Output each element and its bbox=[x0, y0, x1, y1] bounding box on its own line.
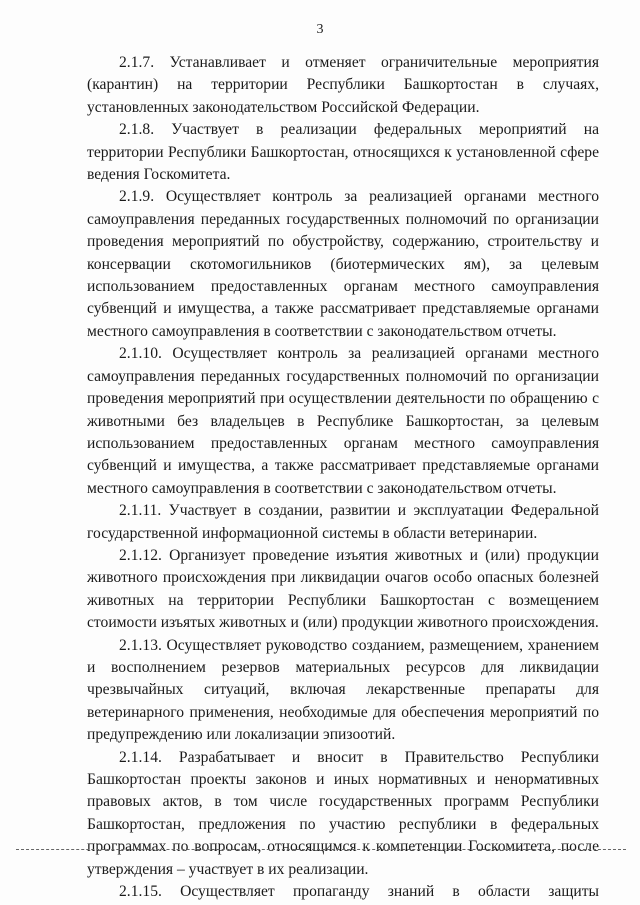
document-body bbox=[87, 52, 599, 903]
paragraph-2-1-7: 2.1.7. Устанавливает и отменяет ограничительные мероприятия (карантин) на территории Республики Башкортостан в случаях, установленных законодательством Российской Федерации. bbox=[87, 54, 599, 116]
paragraph-2-1-10: 2.1.10. Осуществляет контроль за реализацией органами местного самоуправления переданных государственных полномочий по организации проведения мероприятий при осуществлении деятельности по обращению с животными без владельцев в Республике Башкортостан, за целевым использованием предоставленных органам местного самоуправления субвенций и имущества, а также рассматривает представляемые органами местного самоуправления в соответствии с законодательством отчеты. bbox=[87, 345, 599, 497]
paragraph-2-1-9: 2.1.9. Осуществляет контроль за реализацией органами местного самоуправления переданных государственных полномочий по организации проведения мероприятий по обустройству, содержанию, строительству и консервации скотомогильников (биотермических ям), за целевым использованием предоставленных органам местного самоуправления субвенций и имущества, а также рассматривает представляемые органами местного самоуправления в соответствии с законодательством отчеты. bbox=[87, 188, 599, 340]
paragraph-2-1-8: 2.1.8. Участвует в реализации федеральных мероприятий на территории Республики Башкортостан, относящихся к установленной сфере ведения Госкомитета. bbox=[87, 121, 599, 184]
paragraph-2-1-14: 2.1.14. Разрабатывает и вносит в Правительство Республики Башкортостан проекты законов и иных нормативных и ненормативных правовых актов, в том числе государственных программ Республики Башкортостан, предложения по участию республики в федеральных программах по вопросам, относящимся к компетенции Госкомитета, после утверждения – участвует в их реализации. bbox=[87, 748, 599, 878]
paragraph-2-1-15: 2.1.15. Осуществляет пропаганду знаний в области защиты bbox=[119, 883, 599, 901]
paragraph-2-1-13: 2.1.13. Осуществляет руководство созданием, размещением, хранением и восполнением резервов материальных ресурсов для ликвидации чрезвычайных ситуаций, включая лекарственные препараты для ветеринарного применения, необходимые для обеспечения мероприятий по предупреждению или локализации эпизоотий. bbox=[87, 636, 599, 744]
paragraph-2-1-12: 2.1.12. Организует проведение изъятия животных и (или) продукции животного происхождения при ликвидации очагов особо опасных болезней животных на территории Республики Башкортостан с возмещением стоимости изъятых животных и (или) продукции животного происхождения. bbox=[87, 546, 599, 632]
page-number: 3 bbox=[316, 22, 324, 37]
paragraph-2-1-11: 2.1.11. Участвует в создании, развитии и эксплуатации Федеральной государственной информационной системы в области ветеринарии. bbox=[87, 502, 599, 542]
scan-bottom-edge-line bbox=[16, 849, 626, 850]
